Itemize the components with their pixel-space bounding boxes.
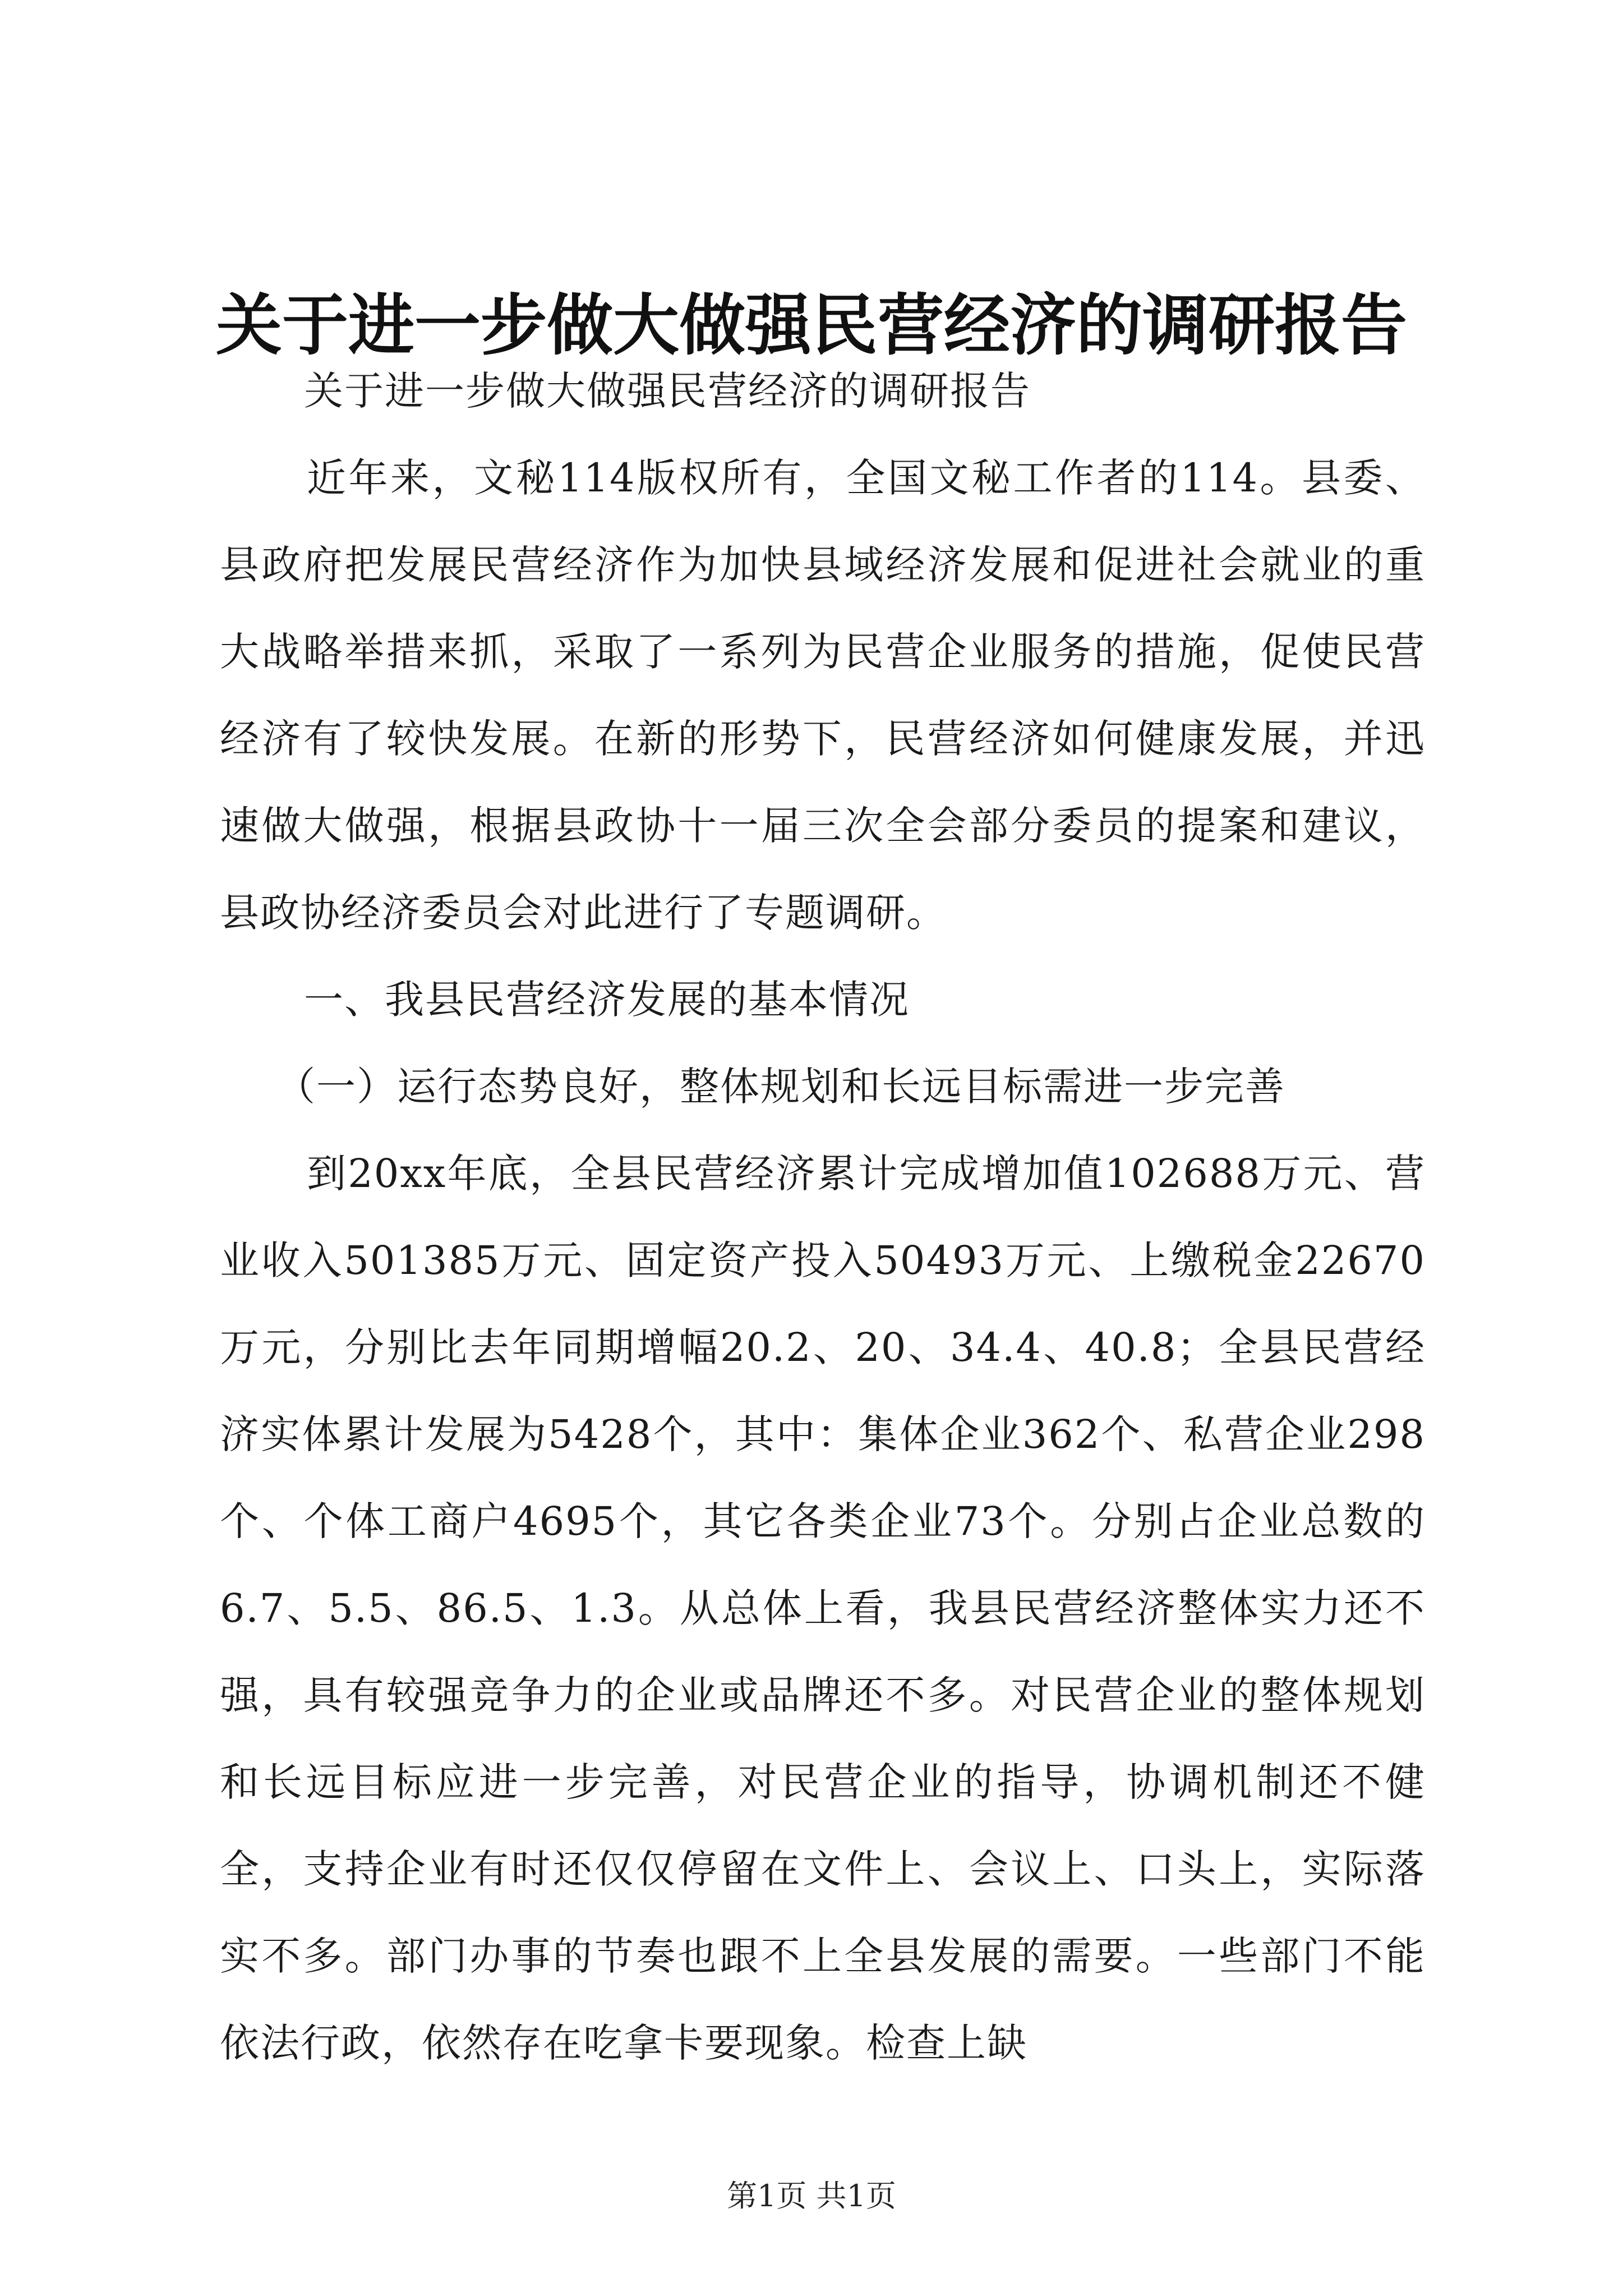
data-paragraph: 到20xx年底，全县民营经济累计完成增加值102688万元、营业收入501385万元、固定资产投入50493万元、上缴税金22670万元，分别比去年同期增幅20.2、20、34.4、40.8；全县民营经济实体累计发展为5428个，其中：集体企业362个、私营企业298个、个体工商户4695个，其它各类企业73个。分别占企业总数的6.7、5.5、86.5、1.3。从总体上看，我县民营经济整体实力还不强，具有较强竞争力的企业或品牌还不多。对民营企业的整体规划和长远目标应进一步完善，对民营企业的指导，协调机制还不健全，支持企业有时还仅仅停留在文件上、会议上、口头上，实际落实不多。部门办事的节奏也跟不上全县发展的需要。一些部门不能依法行政，依然存在吃拿卡要现象。检查上缺 — [220, 1151, 1426, 2066]
document-body — [220, 348, 1426, 2087]
intro-paragraph: 近年来，文秘114版权所有，全国文秘工作者的114。县委、县政府把发展民营经济作为加快县域经济发展和促进社会就业的重大战略举措来抓，采取了一系列为民营企业服务的措施，促使民营经济有了较快发展。在新的形势下，民营经济如何健康发展，并迅速做大做强，根据县政协十一届三次全会部分委员的提案和建议，县政协经济委员会对此进行了专题调研。 — [220, 455, 1426, 936]
document-title: 关于进一步做大做强民营经济的调研报告 — [215, 286, 1407, 364]
page-footer: 第1页 共1页 — [727, 2178, 896, 2214]
subsection-heading: （一）运行态势良好，整体规划和长远目标需进一步完善 — [276, 1064, 1285, 1110]
section-heading: 一、我县民营经济发展的基本情况 — [304, 977, 910, 1023]
subtitle-paragraph: 关于进一步做大做强民营经济的调研报告 — [304, 368, 1031, 414]
